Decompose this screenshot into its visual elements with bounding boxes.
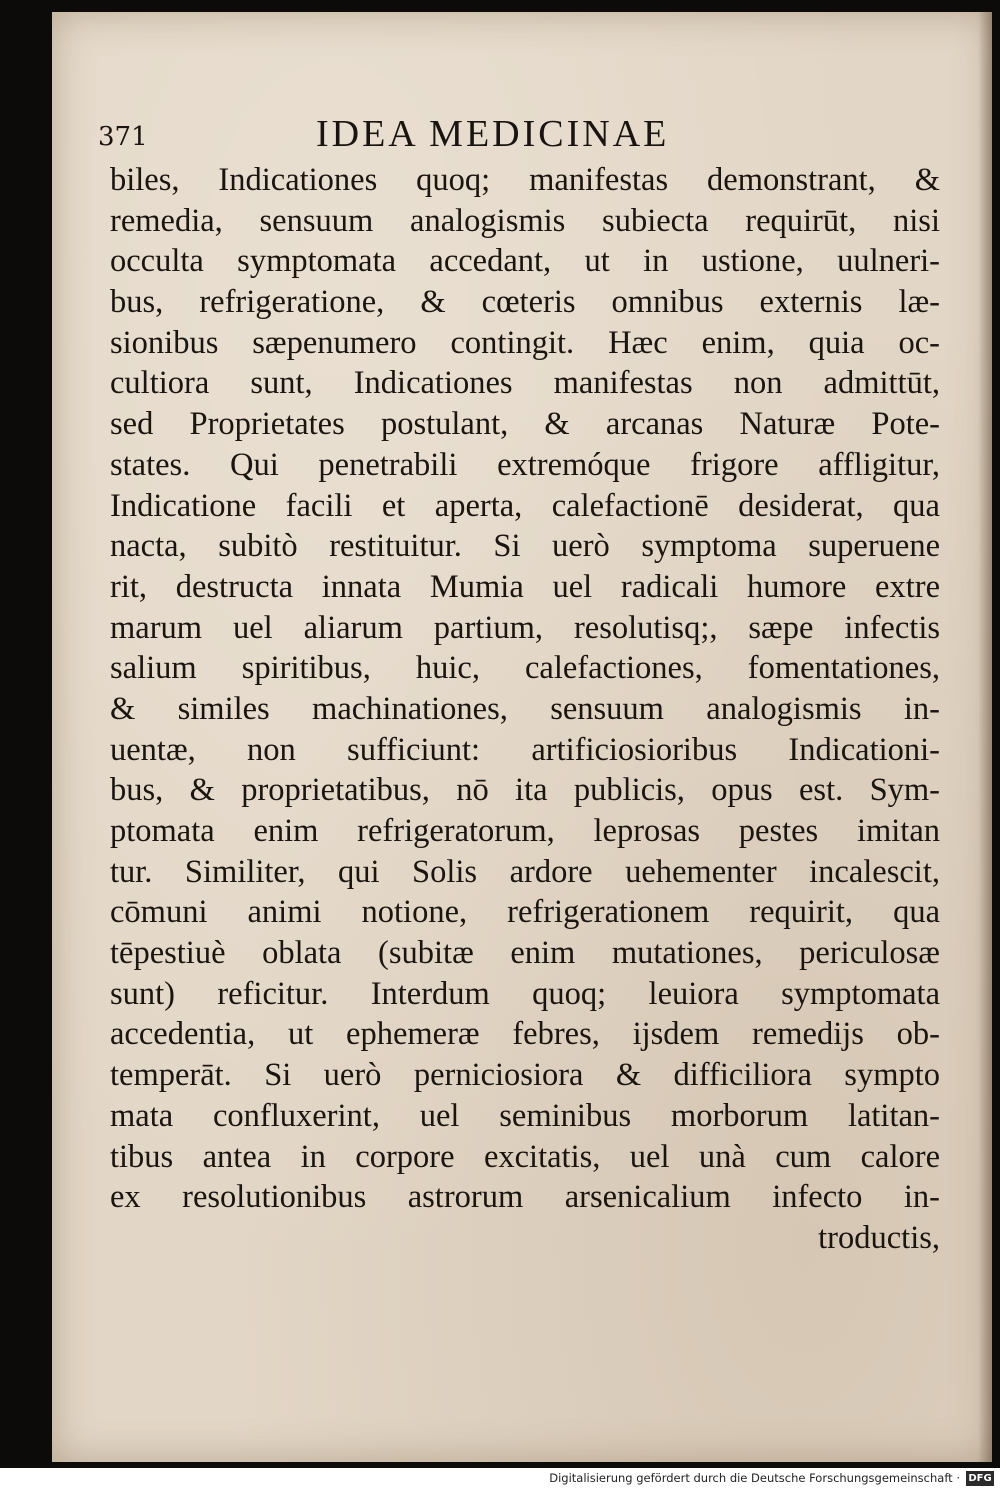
text-line: tēpestiuè oblata (subitæ enim mutationes, periculosæ <box>110 935 940 972</box>
text-line: uentæ, non sufficiunt: artificiosioribus Indicationi- <box>110 731 940 768</box>
text-line: & similes machinationes, sensuum analogismis in- <box>110 690 940 727</box>
page-number: 371 <box>98 122 148 152</box>
footer-bar <box>0 1468 1000 1490</box>
text-line: nacta, subitò restituitur. Si uerò symptoma superuene <box>110 528 940 565</box>
footer-credit: Digitalisierung gefördert durch die Deutsche Forschungsgemeinschaft · <box>549 1471 960 1485</box>
page-header <box>98 108 898 158</box>
text-line: ex resolutionibus astrorum arsenicalium infecto in- <box>110 1179 940 1216</box>
text-line: accedentia, ut ephemeræ febres, ijsdem remedijs ob- <box>110 1016 940 1053</box>
text-line: ptomata enim refrigeratorum, leprosas pestes imitan <box>110 813 940 849</box>
text-line: states. Qui penetrabili extremóque frigore affligitur, <box>110 446 940 483</box>
text-line: troductis, <box>818 1219 940 1256</box>
dfg-logo: DFG <box>966 1471 994 1486</box>
text-line: temperāt. Si uerò perniciosiora & difficiliora sympto <box>110 1057 940 1094</box>
text-line: remedia, sensuum analogismis subiecta requirūt, nisi <box>110 202 940 239</box>
text-line: tibus antea in corpore excitatis, uel unà cum calore <box>110 1138 940 1175</box>
text-line: bus, refrigeratione, & cœteris omnibus externis læ- <box>110 284 940 321</box>
text-line: Indicatione facili et aperta, calefactionē desiderat, qua <box>110 487 940 524</box>
text-line: sunt) reficitur. Interdum quoq; leuiora symptomata <box>110 975 940 1012</box>
page-edge-shadow <box>978 12 992 1462</box>
text-line: rit, destructa innata Mumia uel radicali humore extre <box>110 568 940 605</box>
text-line: cōmuni animi notione, refrigerationem requirit, qua <box>110 894 940 931</box>
text-line: occulta symptomata accedant, ut in ustione, uulneri- <box>110 243 940 280</box>
text-line: sed Proprietates postulant, & arcanas Naturæ Pote- <box>110 406 940 443</box>
text-line: bus, & proprietatibus, nō ita publicis, opus est. Sym- <box>110 772 940 809</box>
text-line: salium spiritibus, huic, calefactiones, fomentationes, <box>110 650 940 687</box>
text-line: biles, Indicationes quoq; manifestas demonstrant, & <box>110 162 940 198</box>
text-line: cultiora sunt, Indicationes manifestas non admittūt, <box>110 365 940 402</box>
running-head: IDEA MEDICINAE <box>316 113 670 155</box>
text-line: mata confluxerint, uel seminibus morborum latitan- <box>110 1097 940 1134</box>
text-line: sionibus sæpenumero contingit. Hæc enim, quia oc- <box>110 324 940 361</box>
body-text <box>110 160 940 1259</box>
text-line: marum uel aliarum partium, resolutisq;, sæpe infectis <box>110 609 940 646</box>
text-line: tur. Similiter, qui Solis ardore uehementer incalescit, <box>110 853 940 890</box>
